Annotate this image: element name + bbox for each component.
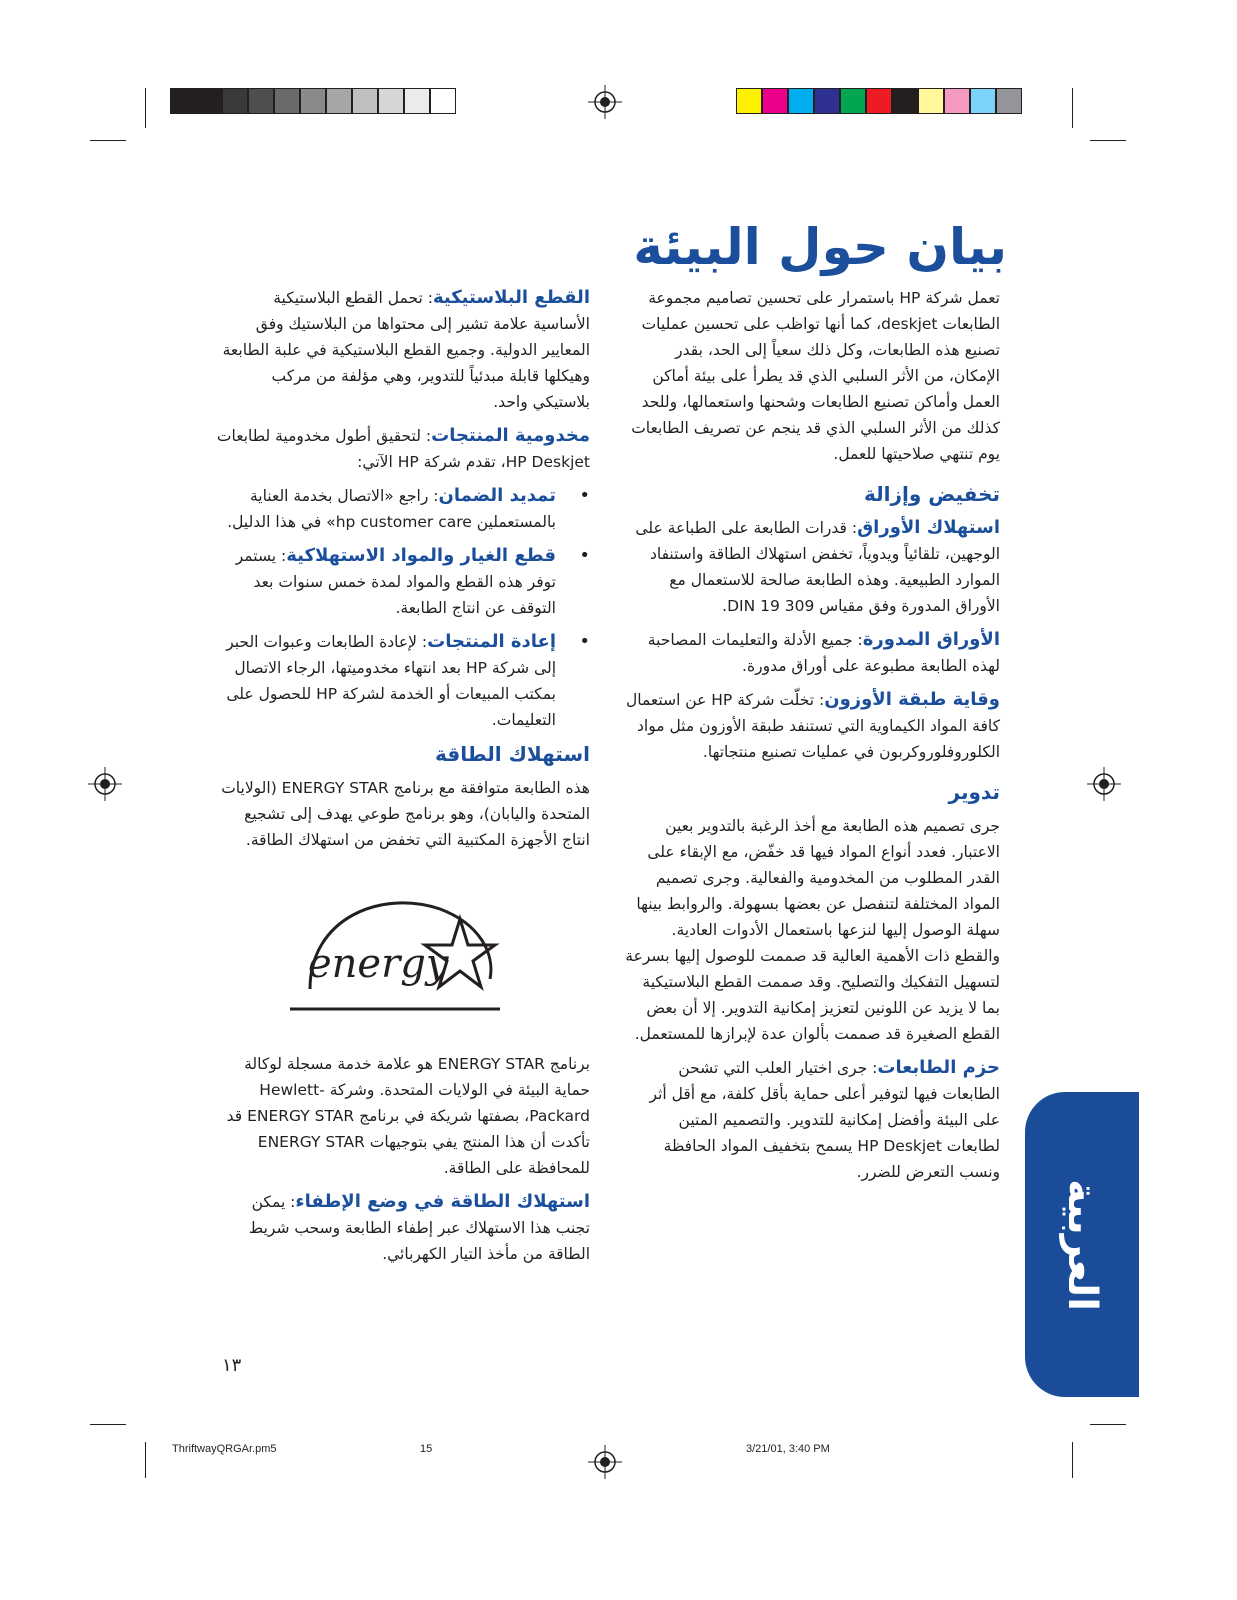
plastic-head: القطع البلاستيكية [432,287,590,308]
plastic-paragraph [215,285,590,415]
packaging-head: حزم الطابعات [877,1057,1000,1078]
ozone-paragraph [625,687,1000,765]
color-swatch [762,88,788,114]
bullet-head: تمديد الضمان [438,485,556,506]
energy-logo-word: energy [308,941,449,987]
off-mode-paragraph [215,1189,590,1267]
color-swatch [788,88,814,114]
crop-mark [90,1424,126,1425]
recycled-paper-paragraph [625,627,1000,679]
gray-swatch [196,88,222,114]
footer-page: 15 [420,1443,433,1455]
gray-calibration-strip [170,88,456,116]
color-swatch [866,88,892,114]
gray-swatch [378,88,404,114]
crop-mark [90,140,126,141]
gray-swatch [248,88,274,114]
packaging-paragraph [625,1055,1000,1185]
footer-date: 3/21/01, 3:40 PM [746,1443,830,1455]
color-swatch [814,88,840,114]
paper-use-head: استهلاك الأوراق [857,517,1000,538]
recycling-heading: تدوير [948,780,1000,804]
bullet-dot-icon: • [579,545,590,566]
off-mode-head: استهلاك الطاقة في وضع الإطفاء [295,1191,590,1212]
crop-mark [1090,140,1126,141]
bullet-text: : لإعادة الطابعات وعبوات الحبر إلى شركة HP بعد انتهاء مخدوميتها، الرجاء الاتصال بمكتب المبيعات أو الخدمة لشركة HP للحصول على التعليمات. [226,633,556,729]
page-title: بيان حول البيئة [633,218,1007,276]
ozone-head: وقاية طبقة الأوزون [824,689,1000,710]
energy-heading: استهلاك الطاقة [435,742,590,766]
color-swatch [840,88,866,114]
crop-mark [145,1442,146,1478]
gray-swatch [430,88,456,114]
crop-mark [1072,1442,1073,1478]
language-side-tab [1025,1092,1139,1397]
bullet-head: قطع الغيار والمواد الاستهلاكية [286,545,556,566]
energy-star-logo-wrap [215,861,590,1051]
gray-swatch [274,88,300,114]
serviceability-head: مخدومية المنتجات [431,425,590,446]
color-swatch [944,88,970,114]
color-calibration-strip [736,88,1022,116]
gray-swatch [352,88,378,114]
color-swatch [892,88,918,114]
registration-mark-top-icon [588,85,622,119]
right-column [625,285,1000,1193]
color-swatch [970,88,996,114]
bullet-dot-icon: • [579,485,590,506]
registration-mark-left-icon [88,767,122,801]
bullet-spare-parts [215,543,590,621]
energy-star-logo-icon [290,879,510,1029]
bullet-warranty [215,483,590,535]
energy-star-paragraph: برنامج ENERGY STAR هو علامة خدمة مسجلة لوكالة حماية البيئة في الولايات المتحدة. وشركة Hewlett-Packard، بصفتها شريكة في برنامج ENERGY STAR قد تأكدت أن هذا المنتج يفي بتوجيهات ENERGY STAR للمحافظة على الطاقة. [226,1055,590,1177]
serviceability-paragraph [215,423,590,475]
crop-mark [1090,1424,1126,1425]
left-column [215,285,590,1275]
recycled-paper-text: : جميع الأدلة والتعليمات المصاحبة لهذه الطابعة مطبوعة على أوراق مدورة. [647,631,1000,675]
registration-mark-right-icon [1087,767,1121,801]
intro-paragraph: تعمل شركة HP باستمرار على تحسين تصاميم مجموعة الطابعات deskjet، كما أنها تواظب على تحسين عمليات تصنيع هذه الطابعات، وكل ذلك سعياً إلى الحد، بقدر الإمكان، من الأثر السلبي الذي قد يطرأ على بيئة أماكن العمل وأماكن تصنيع الطابعات وشحنها واستعمالها، وللحد كذلك من الأثر السلبي الذي قد ينجم عن تصريف الطابعات يوم تنتهي صلاحيتها للعمل. [631,289,1000,463]
language-tab-label: العربية [1059,1178,1105,1311]
ozone-text: : تخلّت شركة HP عن استعمال كافة المواد الكيماوية التي تستنفد طبقة الأوزون مثل مواد الكلوروفلوروكربون في عمليات تصنيع منتجاتها. [625,691,1000,761]
bullet-text: : يستمر توفر هذه القطع والمواد لمدة خمس سنوات بعد التوقف عن انتاج الطابعة. [235,547,556,617]
reduction-heading: تخفيض وإزالة [863,482,1000,506]
paper-use-paragraph [625,515,1000,619]
recycled-paper-head: الأوراق المدورة [862,629,1000,650]
serviceability-text: : لتحقيق أطول مخدومية لطابعات HP Deskjet، تقدم شركة HP الآتي: [216,427,590,471]
packaging-text: : جرى اختيار العلب التي تشحن الطابعات فيها لتوفير أعلى حماية بأقل كلفة، مع أقل أثر على البيئة وأفضل إمكانية للتدوير. والتصميم المتين لطابعات HP Deskjet يسمح بتخفيف المواد الحافظة ونسب التعرض للضرر. [649,1059,1000,1181]
energy-paragraph: هذه الطابعة متوافقة مع برنامج ENERGY STAR (الولايات المتحدة واليابان)، وهو برنامج طوعي يهدف إلى تشجيع انتاج الأجهزة المكتبية التي تخفض من استهلاك الطاقة. [221,779,590,849]
registration-mark-bottom-icon [588,1445,622,1479]
color-swatch [918,88,944,114]
plastic-text: : تحمل القطع البلاستيكية الأساسية علامة تشير إلى محتواها من البلاستيك وفق المعايير الدولية. وجميع القطع البلاستيكية في علبة الطابعة وهيكلها قابلة مبدئياً للتدوير، وهي مؤلفة من مركب بلاستيكي واحد. [222,289,590,411]
bullet-product-return [215,629,590,733]
gray-swatch [300,88,326,114]
recycling-paragraph: جرى تصميم هذه الطابعة مع أخذ الرغبة بالتدوير بعين الاعتبار. فعدد أنواع المواد فيها قد خفّض، مع الإبقاء على القدر المطلوب من المخدومية والفعالية. وجرى تصميم المواد المختلفة لتنفصل عن بعضها بسهولة. والروابط بينها سهلة الوصول إليها لنزعها باستعمال الأدوات العادية. والقطع ذات الأهمية العالية قد صممت للوصول إليها بسرعة لتسهيل التفكيك والتصليح. وقد صممت القطع البلاستيكية بما لا يزيد عن اللونين لتعزيز إمكانية التدوير. إلا أن بعض القطع الصغيرة قد صممت بألوان عدة لإبرازها للمستعمل. [625,817,1000,1043]
bullet-head: إعادة المنتجات [427,631,556,652]
footer-filename: ThriftwayQRGAr.pm5 [172,1443,277,1455]
crop-mark [145,88,146,128]
paper-use-text: : قدرات الطابعة على الطباعة على الوجهين، تلقائياً ويدوياً، تخفض استهلاك الطاقة واستنفاد الموارد الطبيعية. وهذه الطابعة صالحة للاستعمال مع الأوراق المدورة وفق مقياس DIN 19 309. [635,519,1000,615]
color-swatch [736,88,762,114]
off-mode-text: : يمكن تجنب هذا الاستهلاك عبر إطفاء الطابعة وسحب شريط الطاقة من مأخذ التيار الكهربائي. [248,1193,590,1263]
page-number: ١٣ [222,1355,242,1376]
gray-swatch [404,88,430,114]
gray-swatch [170,88,196,114]
color-swatch [996,88,1022,114]
bullet-text: : راجع «الاتصال بخدمة العناية بالمستعملين hp customer care» في هذا الدليل. [227,487,556,531]
bullet-dot-icon: • [579,631,590,652]
gray-swatch [222,88,248,114]
gray-swatch [326,88,352,114]
crop-mark [1072,88,1073,128]
